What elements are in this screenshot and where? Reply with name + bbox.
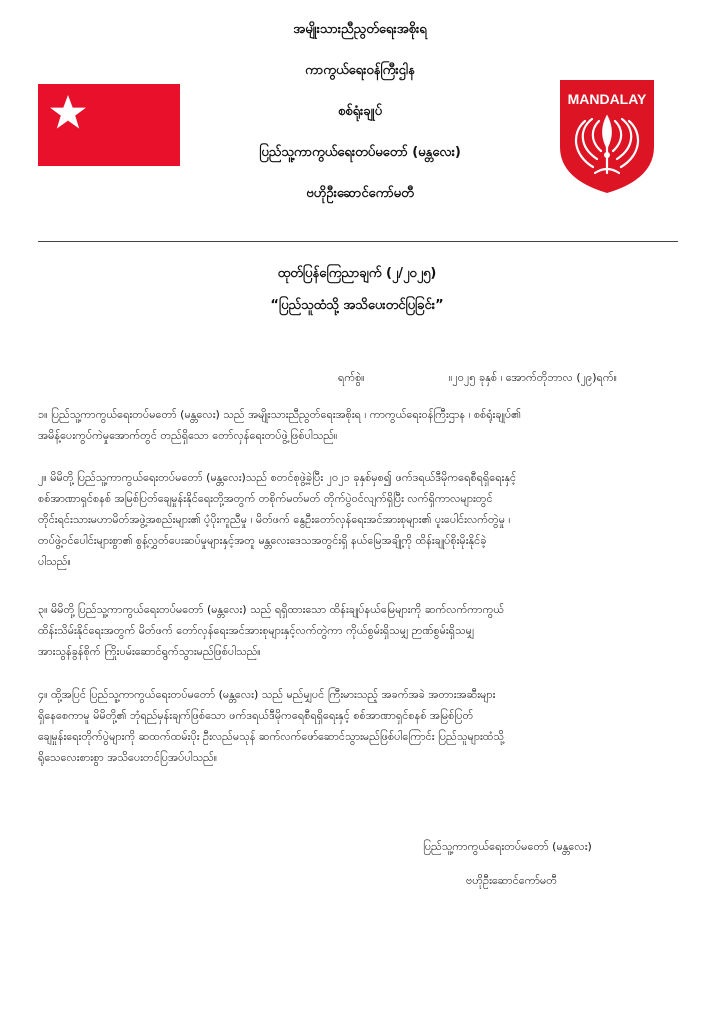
paragraph-1 [38,404,678,446]
header-line-committee: ဗဟိုဦးဆောင်ကော်မတီ [306,186,414,201]
paragraph-line: ၂။ မိမိတို့ ပြည်သူ့ကာကွယ်ရေးတပ်မတော် (မန္တလေး)သည် စတင်စုဖွဲ့ခဲ့ပြီး ၂၀၂၁ ခုနှစ်မှစ၍ ဖက်ဒရယ်ဒီမိုကရေစီရရှိရေးနှင့် [38,471,517,484]
paragraph-line: တိုင်းရင်းသားမဟာမိတ်အဖွဲ့အစည်းများ၏ ပံ့ပိုးကူညီမှု ၊ မိတ်ဖက် နွေဦးတော်လှန်ရေးအင်အားစုများ၏ ပူးပေါင်းလက်တွဲမှု ၊ [38,513,511,526]
paragraph-line: ရိုသေလေးစားစွာ အသိပေးတင်ပြအပ်ပါသည်။ [38,751,218,764]
paragraph-line: ပါသည်။ [38,555,71,568]
paragraph-line: ချေမှုန်းရေးတိုက်ပွဲများကို ဆထက်ထမ်းပိုး ဦးလည်မသုန် ဆက်လက်ဖော်ဆောင်သွားမည်ဖြစ်ပါကြောင်း ပြည်သူများထံသို့ [38,730,505,743]
header-divider [38,241,678,242]
statement-subject-title: “ပြည်သူထံသို့ အသိပေးတင်ပြခြင်း” [270,298,444,313]
paragraph-line: ထိန်းသိမ်းနိုင်ရေးအတွက် မိတ်ဖက် တော်လှန်ရေးအင်အားစုများနှင့်လက်တွဲကာ ကိုယ်စွမ်းရှိသမျှ ဉာဏ်စွမ်းရှိသမျှ [38,624,475,637]
signature-organization: ပြည်သူ့ကာကွယ်ရေးတပ်မတော် (မန္တလေး) [423,840,592,853]
header-line-ministry: ကာကွယ်ရေးဝန်ကြီးဌါန [305,63,415,78]
header-block [210,20,510,225]
paragraph-2 [38,467,678,572]
paragraph-line: စစ်အာဏာရှင်စနစ် အမြစ်ပြတ်ချေမှုန်းနိုင်ရေးတို့အတွက် တစိုက်မတ်မတ် တိုက်ပွဲဝင်လျက်ရှိပြီး လက်ရှိကာလများတွင် [38,492,493,505]
paragraph-line: အမိန့်ပေးကွပ်ကဲမှုအောက်တွင် တည်ရှိသော တော်လှန်ရေးတပ်ဖွဲ့ဖြစ်ပါသည်။ [38,429,338,442]
star-icon [48,93,88,133]
paragraph-line: ၁။ ပြည်သူ့ကာကွယ်ရေးတပ်မတော် (မန္တလေး) သည် အမျိုးသားညီညွတ်ရေးအစိုးရ ၊ ကာကွယ်ရေးဝန်ကြီးဌာန ၊ စစ်ရုံးချုပ်၏ [38,408,521,421]
date-label: ရက်စွဲ။ [338,371,365,384]
header-line-pdf: ပြည်သူ့ကာကွယ်ရေးတပ်မတော် (မန္တလေး) [259,145,461,160]
paragraph-4 [38,684,678,768]
paragraph-line: ၃။ မိမိတို့ ပြည်သူ့ကာကွယ်ရေးတပ်မတော် (မန္တလေး) သည် ရရှိထားသော ထိန်းချုပ်နယ်မြေများကို ဆက်လက်ကာကွယ် [38,603,505,616]
paragraph-line: ရှိနေစေကာမူ မိမိတို့၏ ဘုံရည်မှန်းချက်ဖြစ်သော ဖက်ဒရယ်ဒီမိုကရေစီရရှိရေးနှင့် စစ်အာဏာရှင်စနစ် အမြစ်ပြတ် [38,709,474,722]
date-value: ။၂၀၂၅ ခုနှစ် ၊ အောက်တိုဘာလ (၂၉)ရက်။ [449,371,617,384]
statement-number-title: ထုတ်ပြန်ကြေညာချက် (၂/၂၀၂၅) [277,266,437,281]
paragraph-line: အားသွန်ခွန်စိုက် ကြိုးပမ်းဆောင်ရွက်သွားမည်ဖြစ်ပါသည်။ [38,645,261,658]
mandalay-emblem-icon [557,77,657,195]
signature-committee: ဗဟိုဦးဆောင်ကော်မတီ [466,874,557,887]
emblem-text: MANDALAY [567,91,647,107]
header-line-government: အမျိုးသားညီညွတ်ရေးအစိုးရ [293,22,427,37]
paragraph-3 [38,599,678,662]
paragraph-line: တပ်ဖွဲ့ဝင်ပေါင်းများစွာ၏ စွန့်လွှတ်ပေးဆပ်မှုများနှင့်အတူ မန္တလေးဒေသအတွင်းရှိ နယ်မြေအချို့ကို ထိန်းချုပ်စိုးမိုးနိုင်ခဲ့ [38,534,487,547]
header-line-command: စစ်ရုံးချုပ် [337,104,383,119]
flag-icon [38,84,180,166]
paragraph-line: ၄။ ထို့အပြင် ပြည်သူ့ကာကွယ်ရေးတပ်မတော် (မန္တလေး) သည် မည်မျှပင် ကြီးမားသည့် အခက်အခဲ အတားအဆီးများ [38,688,496,701]
